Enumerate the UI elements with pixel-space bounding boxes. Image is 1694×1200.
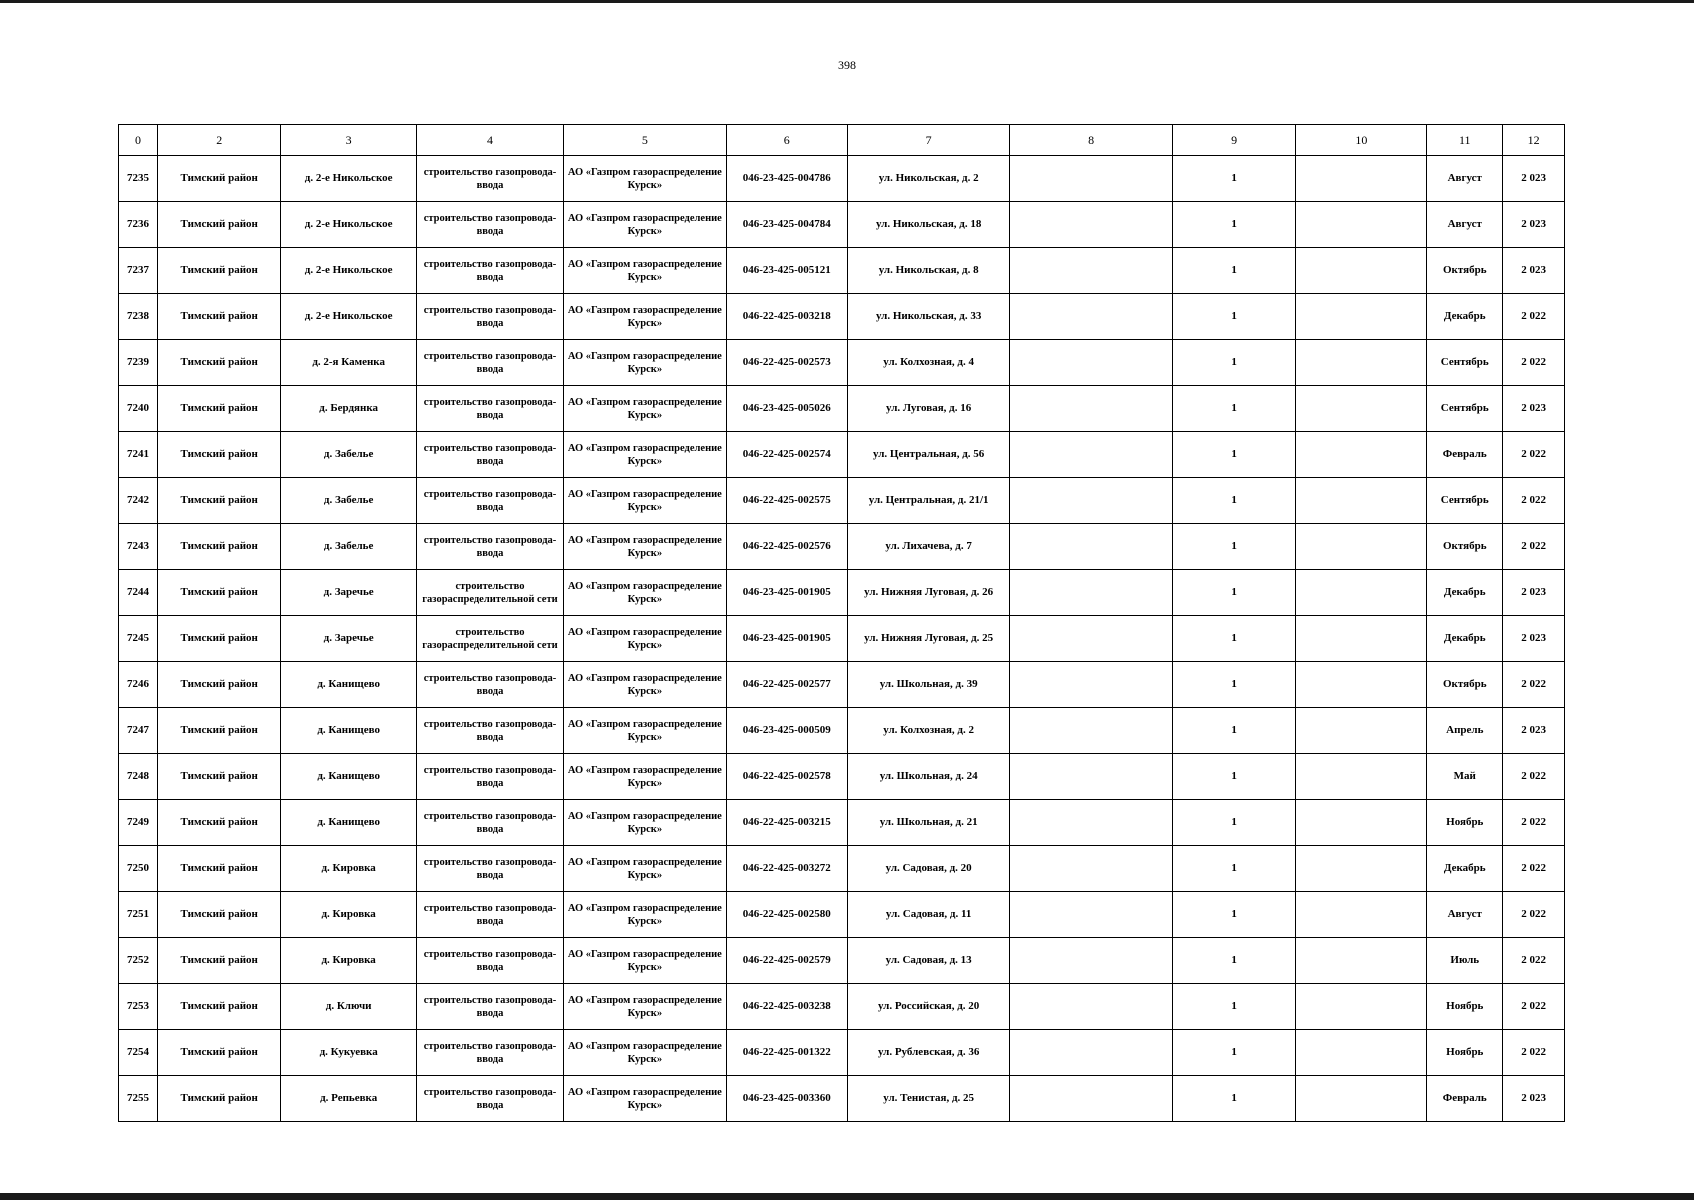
- cell-count: 1: [1172, 432, 1295, 478]
- table-row: [119, 800, 1565, 846]
- cell-month: Декабрь: [1427, 616, 1503, 662]
- cell-year: 2 023: [1503, 708, 1565, 754]
- column-header: 9: [1172, 125, 1295, 156]
- cell-work-type: строительство газопровода-ввода: [416, 432, 563, 478]
- cell-count: 1: [1172, 846, 1295, 892]
- cell-address: ул. Луговая, д. 16: [847, 386, 1009, 432]
- cell-year: 2 023: [1503, 202, 1565, 248]
- table-row: [119, 340, 1565, 386]
- cell-district: Тимский район: [157, 386, 280, 432]
- cell-col-10: [1296, 156, 1427, 202]
- cell-id: 7246: [119, 662, 158, 708]
- cell-col-8: [1010, 570, 1172, 616]
- cell-count: 1: [1172, 202, 1295, 248]
- cell-address: ул. Садовая, д. 20: [847, 846, 1009, 892]
- cell-locality: д. Канищево: [281, 708, 416, 754]
- cell-district: Тимский район: [157, 800, 280, 846]
- cell-year: 2 023: [1503, 248, 1565, 294]
- cell-locality: д. 2-я Каменка: [281, 340, 416, 386]
- table-row: [119, 938, 1565, 984]
- cell-count: 1: [1172, 294, 1295, 340]
- cell-work-type: строительство газораспределительной сети: [416, 616, 563, 662]
- cell-month: Ноябрь: [1427, 800, 1503, 846]
- cell-locality: д. Заречье: [281, 570, 416, 616]
- cell-object-code: 046-22-425-003215: [726, 800, 847, 846]
- cell-count: 1: [1172, 892, 1295, 938]
- cell-address: ул. Рублевская, д. 36: [847, 1030, 1009, 1076]
- scan-edge-bottom: [0, 1193, 1694, 1200]
- cell-col-8: [1010, 156, 1172, 202]
- cell-col-8: [1010, 1076, 1172, 1122]
- cell-year: 2 022: [1503, 984, 1565, 1030]
- cell-year: 2 022: [1503, 524, 1565, 570]
- cell-count: 1: [1172, 156, 1295, 202]
- cell-organization: АО «Газпром газораспределение Курск»: [564, 202, 726, 248]
- cell-district: Тимский район: [157, 524, 280, 570]
- cell-work-type: строительство газопровода-ввода: [416, 156, 563, 202]
- cell-work-type: строительство газопровода-ввода: [416, 202, 563, 248]
- cell-address: ул. Школьная, д. 24: [847, 754, 1009, 800]
- cell-organization: АО «Газпром газораспределение Курск»: [564, 524, 726, 570]
- cell-count: 1: [1172, 340, 1295, 386]
- cell-address: ул. Нижняя Луговая, д. 26: [847, 570, 1009, 616]
- cell-id: 7252: [119, 938, 158, 984]
- column-header: 0: [119, 125, 158, 156]
- cell-id: 7242: [119, 478, 158, 524]
- table-body: [119, 156, 1565, 1122]
- cell-col-8: [1010, 478, 1172, 524]
- cell-month: Октябрь: [1427, 662, 1503, 708]
- cell-locality: д. Бердянка: [281, 386, 416, 432]
- cell-col-8: [1010, 662, 1172, 708]
- column-header: 11: [1427, 125, 1503, 156]
- cell-work-type: строительство газопровода-ввода: [416, 846, 563, 892]
- cell-organization: АО «Газпром газораспределение Курск»: [564, 708, 726, 754]
- cell-month: Сентябрь: [1427, 340, 1503, 386]
- cell-address: ул. Тенистая, д. 25: [847, 1076, 1009, 1122]
- cell-district: Тимский район: [157, 1030, 280, 1076]
- cell-count: 1: [1172, 754, 1295, 800]
- cell-address: ул. Школьная, д. 21: [847, 800, 1009, 846]
- cell-id: 7236: [119, 202, 158, 248]
- cell-locality: д. Ключи: [281, 984, 416, 1030]
- cell-object-code: 046-22-425-002575: [726, 478, 847, 524]
- cell-id: 7247: [119, 708, 158, 754]
- table-row: [119, 708, 1565, 754]
- cell-address: ул. Российская, д. 20: [847, 984, 1009, 1030]
- cell-id: 7253: [119, 984, 158, 1030]
- cell-count: 1: [1172, 386, 1295, 432]
- cell-organization: АО «Газпром газораспределение Курск»: [564, 156, 726, 202]
- cell-year: 2 023: [1503, 1076, 1565, 1122]
- cell-month: Февраль: [1427, 1076, 1503, 1122]
- cell-work-type: строительство газопровода-ввода: [416, 938, 563, 984]
- cell-work-type: строительство газопровода-ввода: [416, 662, 563, 708]
- cell-district: Тимский район: [157, 432, 280, 478]
- cell-work-type: строительство газопровода-ввода: [416, 386, 563, 432]
- cell-address: ул. Центральная, д. 56: [847, 432, 1009, 478]
- cell-locality: д. Кукуевка: [281, 1030, 416, 1076]
- table-row: [119, 892, 1565, 938]
- table-row: [119, 294, 1565, 340]
- cell-col-10: [1296, 340, 1427, 386]
- cell-month: Апрель: [1427, 708, 1503, 754]
- table-row: [119, 984, 1565, 1030]
- cell-work-type: строительство газопровода-ввода: [416, 340, 563, 386]
- cell-col-10: [1296, 846, 1427, 892]
- column-header: 6: [726, 125, 847, 156]
- cell-locality: д. Кировка: [281, 846, 416, 892]
- cell-month: Декабрь: [1427, 846, 1503, 892]
- cell-work-type: строительство газопровода-ввода: [416, 248, 563, 294]
- cell-id: 7235: [119, 156, 158, 202]
- cell-id: 7249: [119, 800, 158, 846]
- cell-organization: АО «Газпром газораспределение Курск»: [564, 616, 726, 662]
- cell-col-10: [1296, 478, 1427, 524]
- table-row: [119, 432, 1565, 478]
- cell-col-8: [1010, 708, 1172, 754]
- cell-month: Август: [1427, 892, 1503, 938]
- table-row: [119, 1030, 1565, 1076]
- cell-col-8: [1010, 846, 1172, 892]
- table-row: [119, 202, 1565, 248]
- cell-organization: АО «Газпром газораспределение Курск»: [564, 248, 726, 294]
- cell-district: Тимский район: [157, 340, 280, 386]
- cell-address: ул. Никольская, д. 2: [847, 156, 1009, 202]
- cell-work-type: строительство газопровода-ввода: [416, 754, 563, 800]
- cell-organization: АО «Газпром газораспределение Курск»: [564, 294, 726, 340]
- cell-year: 2 022: [1503, 662, 1565, 708]
- column-header: 10: [1296, 125, 1427, 156]
- cell-id: 7241: [119, 432, 158, 478]
- cell-organization: АО «Газпром газораспределение Курск»: [564, 386, 726, 432]
- cell-id: 7239: [119, 340, 158, 386]
- cell-count: 1: [1172, 1076, 1295, 1122]
- cell-col-10: [1296, 248, 1427, 294]
- cell-col-10: [1296, 432, 1427, 478]
- cell-year: 2 022: [1503, 1030, 1565, 1076]
- cell-count: 1: [1172, 570, 1295, 616]
- column-header: 2: [157, 125, 280, 156]
- cell-address: ул. Школьная, д. 39: [847, 662, 1009, 708]
- cell-year: 2 023: [1503, 386, 1565, 432]
- cell-col-8: [1010, 1030, 1172, 1076]
- cell-col-8: [1010, 294, 1172, 340]
- cell-id: 7243: [119, 524, 158, 570]
- cell-month: Октябрь: [1427, 248, 1503, 294]
- cell-address: ул. Садовая, д. 13: [847, 938, 1009, 984]
- cell-organization: АО «Газпром газораспределение Курск»: [564, 892, 726, 938]
- cell-id: 7238: [119, 294, 158, 340]
- cell-locality: д. Кировка: [281, 938, 416, 984]
- cell-district: Тимский район: [157, 708, 280, 754]
- cell-object-code: 046-23-425-003360: [726, 1076, 847, 1122]
- column-header: 7: [847, 125, 1009, 156]
- cell-month: Июль: [1427, 938, 1503, 984]
- cell-district: Тимский район: [157, 1076, 280, 1122]
- cell-count: 1: [1172, 248, 1295, 294]
- cell-object-code: 046-23-425-000509: [726, 708, 847, 754]
- table-row: [119, 156, 1565, 202]
- cell-year: 2 022: [1503, 340, 1565, 386]
- cell-object-code: 046-23-425-004784: [726, 202, 847, 248]
- cell-object-code: 046-23-425-004786: [726, 156, 847, 202]
- cell-col-10: [1296, 892, 1427, 938]
- cell-col-10: [1296, 1030, 1427, 1076]
- cell-month: Ноябрь: [1427, 1030, 1503, 1076]
- cell-month: Октябрь: [1427, 524, 1503, 570]
- cell-count: 1: [1172, 708, 1295, 754]
- table-row: [119, 616, 1565, 662]
- cell-district: Тимский район: [157, 156, 280, 202]
- cell-work-type: строительство газопровода-ввода: [416, 892, 563, 938]
- cell-locality: д. Забелье: [281, 524, 416, 570]
- cell-organization: АО «Газпром газораспределение Курск»: [564, 938, 726, 984]
- cell-locality: д. Забелье: [281, 478, 416, 524]
- cell-id: 7248: [119, 754, 158, 800]
- cell-address: ул. Садовая, д. 11: [847, 892, 1009, 938]
- cell-work-type: строительство газопровода-ввода: [416, 984, 563, 1030]
- cell-count: 1: [1172, 938, 1295, 984]
- cell-month: Август: [1427, 202, 1503, 248]
- cell-locality: д. Забелье: [281, 432, 416, 478]
- cell-year: 2 022: [1503, 800, 1565, 846]
- cell-col-10: [1296, 800, 1427, 846]
- cell-id: 7254: [119, 1030, 158, 1076]
- cell-locality: д. Кировка: [281, 892, 416, 938]
- cell-id: 7237: [119, 248, 158, 294]
- cell-object-code: 046-22-425-002577: [726, 662, 847, 708]
- cell-object-code: 046-22-425-002573: [726, 340, 847, 386]
- cell-col-10: [1296, 616, 1427, 662]
- cell-organization: АО «Газпром газораспределение Курск»: [564, 846, 726, 892]
- cell-col-10: [1296, 570, 1427, 616]
- cell-object-code: 046-22-425-002580: [726, 892, 847, 938]
- table-row: [119, 846, 1565, 892]
- column-header: 3: [281, 125, 416, 156]
- cell-col-10: [1296, 662, 1427, 708]
- cell-year: 2 022: [1503, 294, 1565, 340]
- cell-locality: д. Заречье: [281, 616, 416, 662]
- cell-locality: д. 2-е Никольское: [281, 156, 416, 202]
- cell-district: Тимский район: [157, 616, 280, 662]
- cell-count: 1: [1172, 662, 1295, 708]
- cell-object-code: 046-22-425-003218: [726, 294, 847, 340]
- cell-id: 7250: [119, 846, 158, 892]
- cell-address: ул. Никольская, д. 18: [847, 202, 1009, 248]
- cell-count: 1: [1172, 800, 1295, 846]
- cell-col-10: [1296, 386, 1427, 432]
- cell-col-10: [1296, 754, 1427, 800]
- cell-organization: АО «Газпром газораспределение Курск»: [564, 800, 726, 846]
- cell-locality: д. 2-е Никольское: [281, 248, 416, 294]
- cell-month: Сентябрь: [1427, 386, 1503, 432]
- table-row: [119, 1076, 1565, 1122]
- cell-locality: д. Канищево: [281, 754, 416, 800]
- cell-district: Тимский район: [157, 248, 280, 294]
- cell-col-10: [1296, 294, 1427, 340]
- cell-month: Сентябрь: [1427, 478, 1503, 524]
- cell-object-code: 046-22-425-003272: [726, 846, 847, 892]
- table-row: [119, 478, 1565, 524]
- cell-month: Май: [1427, 754, 1503, 800]
- cell-col-8: [1010, 984, 1172, 1030]
- cell-col-8: [1010, 524, 1172, 570]
- cell-col-8: [1010, 754, 1172, 800]
- table-row: [119, 524, 1565, 570]
- scan-edge-top: [0, 0, 1694, 3]
- cell-id: 7245: [119, 616, 158, 662]
- cell-locality: д. Репьевка: [281, 1076, 416, 1122]
- cell-organization: АО «Газпром газораспределение Курск»: [564, 662, 726, 708]
- cell-count: 1: [1172, 478, 1295, 524]
- cell-organization: АО «Газпром газораспределение Курск»: [564, 570, 726, 616]
- table-row: [119, 386, 1565, 432]
- cell-year: 2 023: [1503, 616, 1565, 662]
- cell-organization: АО «Газпром газораспределение Курск»: [564, 340, 726, 386]
- cell-col-8: [1010, 938, 1172, 984]
- column-header: 8: [1010, 125, 1172, 156]
- cell-col-10: [1296, 1076, 1427, 1122]
- cell-district: Тимский район: [157, 846, 280, 892]
- cell-object-code: 046-23-425-005026: [726, 386, 847, 432]
- cell-col-8: [1010, 892, 1172, 938]
- registry-table: [118, 124, 1565, 1122]
- cell-address: ул. Никольская, д. 33: [847, 294, 1009, 340]
- cell-work-type: строительство газопровода-ввода: [416, 524, 563, 570]
- cell-col-8: [1010, 616, 1172, 662]
- cell-organization: АО «Газпром газораспределение Курск»: [564, 432, 726, 478]
- cell-count: 1: [1172, 616, 1295, 662]
- cell-year: 2 022: [1503, 432, 1565, 478]
- cell-month: Ноябрь: [1427, 984, 1503, 1030]
- cell-col-8: [1010, 202, 1172, 248]
- cell-year: 2 022: [1503, 478, 1565, 524]
- cell-district: Тимский район: [157, 294, 280, 340]
- cell-work-type: строительство газопровода-ввода: [416, 1076, 563, 1122]
- cell-district: Тимский район: [157, 478, 280, 524]
- cell-object-code: 046-22-425-002579: [726, 938, 847, 984]
- cell-work-type: строительство газопровода-ввода: [416, 800, 563, 846]
- cell-count: 1: [1172, 984, 1295, 1030]
- cell-count: 1: [1172, 524, 1295, 570]
- cell-district: Тимский район: [157, 938, 280, 984]
- cell-month: Август: [1427, 156, 1503, 202]
- cell-locality: д. 2-е Никольское: [281, 202, 416, 248]
- table-row: [119, 248, 1565, 294]
- cell-district: Тимский район: [157, 984, 280, 1030]
- column-header: 12: [1503, 125, 1565, 156]
- cell-address: ул. Нижняя Луговая, д. 25: [847, 616, 1009, 662]
- cell-year: 2 023: [1503, 156, 1565, 202]
- cell-object-code: 046-22-425-002574: [726, 432, 847, 478]
- cell-address: ул. Колхозная, д. 4: [847, 340, 1009, 386]
- cell-locality: д. Канищево: [281, 800, 416, 846]
- cell-work-type: строительство газопровода-ввода: [416, 478, 563, 524]
- cell-col-10: [1296, 524, 1427, 570]
- cell-work-type: строительство газораспределительной сети: [416, 570, 563, 616]
- cell-col-10: [1296, 984, 1427, 1030]
- cell-id: 7240: [119, 386, 158, 432]
- cell-organization: АО «Газпром газораспределение Курск»: [564, 1076, 726, 1122]
- cell-count: 1: [1172, 1030, 1295, 1076]
- cell-month: Декабрь: [1427, 570, 1503, 616]
- cell-work-type: строительство газопровода-ввода: [416, 708, 563, 754]
- cell-year: 2 022: [1503, 938, 1565, 984]
- header-row: [119, 125, 1565, 156]
- cell-locality: д. Канищево: [281, 662, 416, 708]
- cell-id: 7251: [119, 892, 158, 938]
- cell-object-code: 046-22-425-002576: [726, 524, 847, 570]
- cell-organization: АО «Газпром газораспределение Курск»: [564, 984, 726, 1030]
- cell-district: Тимский район: [157, 892, 280, 938]
- cell-id: 7255: [119, 1076, 158, 1122]
- column-header: 5: [564, 125, 726, 156]
- cell-organization: АО «Газпром газораспределение Курск»: [564, 754, 726, 800]
- cell-col-10: [1296, 938, 1427, 984]
- cell-year: 2 022: [1503, 846, 1565, 892]
- cell-month: Декабрь: [1427, 294, 1503, 340]
- cell-district: Тимский район: [157, 202, 280, 248]
- cell-address: ул. Центральная, д. 21/1: [847, 478, 1009, 524]
- cell-object-code: 046-22-425-002578: [726, 754, 847, 800]
- cell-address: ул. Никольская, д. 8: [847, 248, 1009, 294]
- cell-col-8: [1010, 248, 1172, 294]
- cell-object-code: 046-23-425-001905: [726, 570, 847, 616]
- cell-col-8: [1010, 340, 1172, 386]
- cell-address: ул. Лихачева, д. 7: [847, 524, 1009, 570]
- cell-work-type: строительство газопровода-ввода: [416, 1030, 563, 1076]
- cell-object-code: 046-22-425-001322: [726, 1030, 847, 1076]
- cell-organization: АО «Газпром газораспределение Курск»: [564, 478, 726, 524]
- cell-year: 2 023: [1503, 570, 1565, 616]
- cell-work-type: строительство газопровода-ввода: [416, 294, 563, 340]
- cell-col-8: [1010, 386, 1172, 432]
- cell-address: ул. Колхозная, д. 2: [847, 708, 1009, 754]
- column-header: 4: [416, 125, 563, 156]
- table-row: [119, 662, 1565, 708]
- cell-locality: д. 2-е Никольское: [281, 294, 416, 340]
- cell-year: 2 022: [1503, 892, 1565, 938]
- cell-col-10: [1296, 202, 1427, 248]
- table-row: [119, 570, 1565, 616]
- cell-month: Февраль: [1427, 432, 1503, 478]
- cell-district: Тимский район: [157, 754, 280, 800]
- page-number: 398: [838, 58, 856, 72]
- cell-col-10: [1296, 708, 1427, 754]
- cell-district: Тимский район: [157, 662, 280, 708]
- cell-col-8: [1010, 432, 1172, 478]
- cell-object-code: 046-23-425-001905: [726, 616, 847, 662]
- cell-organization: АО «Газпром газораспределение Курск»: [564, 1030, 726, 1076]
- cell-object-code: 046-23-425-005121: [726, 248, 847, 294]
- cell-year: 2 022: [1503, 754, 1565, 800]
- cell-district: Тимский район: [157, 570, 280, 616]
- cell-object-code: 046-22-425-003238: [726, 984, 847, 1030]
- cell-id: 7244: [119, 570, 158, 616]
- table-row: [119, 754, 1565, 800]
- cell-col-8: [1010, 800, 1172, 846]
